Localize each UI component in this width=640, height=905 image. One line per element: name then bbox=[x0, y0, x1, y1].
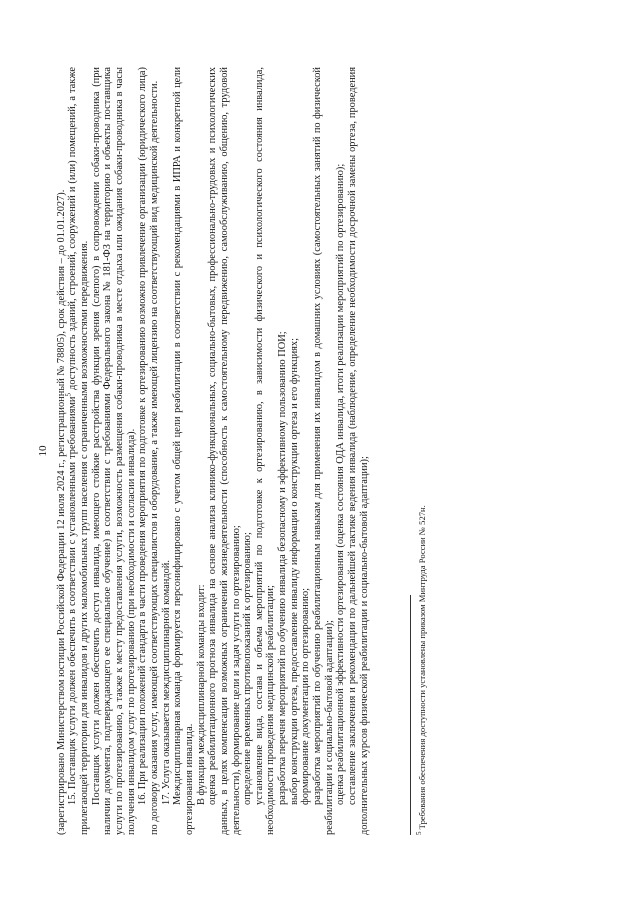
list-item: выбор конструкции ортеза, предоставление инвалиду информации о конструкции ортеза и его функциях; bbox=[288, 337, 300, 805]
paragraph: Междисциплинарная команда формируется персонифицировано с учетом общей цели реабилитации в соответствии с рекомендациями в ИПРА и конкретной цели ортезирования инвалида. bbox=[172, 67, 195, 835]
footnote-divider bbox=[410, 595, 411, 835]
paragraph-text: доступность зданий, строений, сооружений и (или) помещений, а также прилегающей территории для инвалидов и других маломобильных групп населения с ограниченными возможностями передвижения. bbox=[67, 67, 90, 835]
page-number: 10 bbox=[37, 445, 49, 457]
list-item: оценка реабилитационного прогноза инвалида на основе анализа клинико-функциональных, социально-бытовых, профессионально-трудовых и психологических данных, в целях компенсации возможных ограничений жизнедеятельности (способность к самостоятельному передвижению, самообслуживанию, общению, трудовой деятельности), формирование цели и задач услуги по ортезированию; bbox=[207, 67, 242, 835]
footnote bbox=[417, 67, 427, 835]
footnote-marker: 5 bbox=[415, 831, 424, 835]
list-item: оценка реабилитационной эффективности ортезирования (оценка состояния ОДА инвалида, итоги реализации мероприятий по ортезированию); bbox=[335, 163, 347, 805]
list-item: установление вида, состава и объема мероприятий по подготовке к ортезированию, в зависимости физического и психологического состояния инвалида, необходимости проведения медицинской реабилитации; bbox=[253, 67, 277, 835]
document-body bbox=[38, 67, 427, 835]
paragraph: 17. Услуга оказывается междисциплинарной командой. bbox=[160, 560, 172, 805]
list-item: определение временных противопоказаний к ортезированию; bbox=[242, 532, 254, 805]
paragraph-text: 15. Поставщик услуги должен обеспечить в соответствии с установленными требованиями bbox=[67, 396, 79, 805]
footnote-ref: 5 bbox=[64, 393, 73, 397]
footnote-text: Требования обеспечения доступности установлены приказом Минтруда России № 527н. bbox=[417, 505, 428, 832]
paragraph: (зарегистрировано Министерством юстиции Российской Федерации 12 июля 2024 г., регистрационный № 78805), срок действия – до 01.01.2027). bbox=[55, 189, 67, 835]
list-item: разработка мероприятий по обучению реабилитационным навыкам для применения их инвалидом в домашних условиях (самостоятельных занятий по физической реабилитации и социально-бытовой адаптации); bbox=[312, 67, 335, 835]
paragraph: Поставщик услуги должен обеспечить доступ инвалида, имеющего стойкие расстройства функции зрения (слепого) в сопровождении собаки-проводника (при наличии документа, подтверждающего ее специальное обучение) в соответствии с требованиями Федерального закона № 181-ФЗ на территорию и объекты поставщика услуги по протезированию, а также к месту предоставления услуги, возможность размещения собаки-проводника в месте отдыха или ожидания собаки-проводника в часы получения инвалидом услуг по протезированию (при необходимости и согласии инвалида). bbox=[90, 67, 137, 835]
paragraph bbox=[64, 67, 90, 835]
list-item: составление заключения и рекомендации по дальнейшей тактике ведения инвалида (наблюдение, определение необходимости досрочной замены ортеза, проведения дополнительных курсов физической реабилитации и социально-бытовой адаптации); bbox=[347, 67, 370, 835]
list-item: формирование документации по ортезированию; bbox=[300, 587, 312, 805]
paragraph: 16. При реализации положений стандарта в части проведения мероприятия по подготовке к ортезированию возможно привлечение организации (юридического лица) по договору оказания услуг, имеющей соответствующих специалистов и оборудование, а также имеющей лицензию на соответствующий вид медицинской деятельности. bbox=[137, 67, 160, 835]
paragraph: В функции междисциплинарной команды входит: bbox=[195, 584, 207, 805]
list-item: разработка перечня мероприятий по обучению инвалида безопасному и эффективному пользованию ПОИ; bbox=[277, 331, 289, 805]
